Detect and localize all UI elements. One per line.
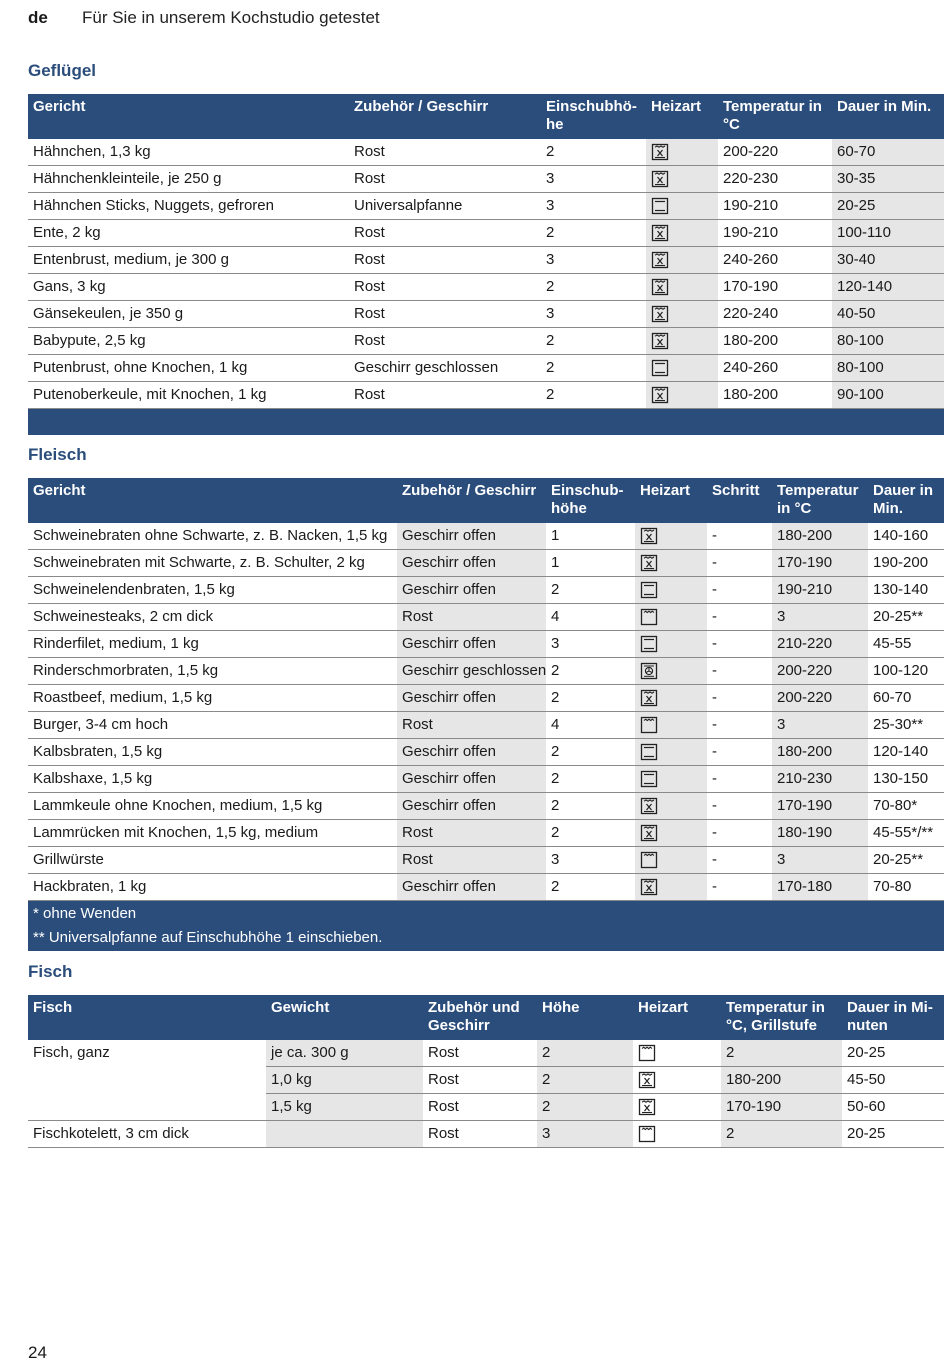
column-header: Temperatur in °C <box>772 479 868 523</box>
temperature-cell: 3 <box>772 604 868 631</box>
temperature-cell: 200-220 <box>772 658 868 685</box>
table-row <box>28 1121 944 1148</box>
temperature-cell: 2 <box>721 1121 842 1148</box>
column-header: Höhe <box>537 996 633 1040</box>
temperature-cell: 180-200 <box>718 328 832 355</box>
heating-mode-cell <box>646 382 718 409</box>
heating-mode-cell <box>646 274 718 301</box>
fish-cell <box>28 1094 266 1121</box>
level-cell: 2 <box>541 382 646 409</box>
dish-cell: Schweinesteaks, 2 cm dick <box>28 604 397 631</box>
dish-cell: Putenoberkeule, mit Knochen, 1 kg <box>28 382 349 409</box>
duration-cell: 100-110 <box>832 220 944 247</box>
duration-cell: 130-150 <box>868 766 944 793</box>
table-row <box>28 1094 944 1121</box>
column-header: Gewicht <box>266 996 423 1040</box>
dish-cell: Gans, 3 kg <box>28 274 349 301</box>
duration-cell: 40-50 <box>832 301 944 328</box>
heating-mode-cell <box>635 604 707 631</box>
temperature-cell: 190-210 <box>718 220 832 247</box>
dish-cell: Burger, 3-4 cm hoch <box>28 712 397 739</box>
dish-cell: Hähnchen, 1,3 kg <box>28 139 349 166</box>
fish-table <box>28 995 944 1148</box>
duration-cell: 80-100 <box>832 328 944 355</box>
meat-table-footnotes <box>28 901 944 951</box>
level-cell: 2 <box>546 739 635 766</box>
accessory-cell: Rost <box>397 847 546 874</box>
heating-mode-cell <box>646 301 718 328</box>
temperature-cell: 3 <box>772 847 868 874</box>
step-cell: - <box>707 793 772 820</box>
level-cell: 3 <box>546 631 635 658</box>
duration-cell: 20-25** <box>868 847 944 874</box>
column-header: Dauer in Min. <box>868 479 944 523</box>
duration-cell: 20-25 <box>842 1040 944 1067</box>
section-title-poultry: Geflügel <box>28 61 97 80</box>
weight-cell: 1,5 kg <box>266 1094 423 1121</box>
accessory-cell: Geschirr offen <box>397 793 546 820</box>
temperature-cell: 180-200 <box>772 523 868 550</box>
dish-cell: Schweinelendenbraten, 1,5 kg <box>28 577 397 604</box>
table-row <box>28 631 944 658</box>
fan-grill-icon <box>651 305 669 323</box>
level-cell: 1 <box>546 523 635 550</box>
accessory-cell: Rost <box>349 274 541 301</box>
grill-icon <box>640 608 658 626</box>
poultry-table-footer <box>28 409 944 435</box>
language-code: de <box>28 8 48 27</box>
temperature-cell: 180-200 <box>718 382 832 409</box>
accessory-cell: Rost <box>423 1121 537 1148</box>
footnote: ** Universalpfanne auf Einschubhöhe 1 einschieben. <box>33 928 383 946</box>
column-header: Schritt <box>707 479 772 523</box>
accessory-cell: Geschirr offen <box>397 766 546 793</box>
accessory-cell: Rost <box>397 712 546 739</box>
fan-grill-icon <box>640 554 658 572</box>
level-cell: 3 <box>541 166 646 193</box>
step-cell: - <box>707 577 772 604</box>
column-header: Fisch <box>28 996 266 1040</box>
accessory-cell: Rost <box>349 247 541 274</box>
table-row <box>28 247 944 274</box>
table-row <box>28 604 944 631</box>
level-cell: 2 <box>546 658 635 685</box>
level-cell: 3 <box>541 193 646 220</box>
duration-cell: 30-40 <box>832 247 944 274</box>
weight-cell: je ca. 300 g <box>266 1040 423 1067</box>
duration-cell: 60-70 <box>832 139 944 166</box>
duration-cell: 120-140 <box>868 739 944 766</box>
accessory-cell: Geschirr offen <box>397 631 546 658</box>
column-header: Zubehör / Geschirr <box>349 95 541 139</box>
dish-cell: Gänsekeulen, je 350 g <box>28 301 349 328</box>
dish-cell: Hähnchenkleinteile, je 250 g <box>28 166 349 193</box>
column-header: Heizart <box>646 95 718 139</box>
duration-cell: 20-25 <box>832 193 944 220</box>
step-cell: - <box>707 820 772 847</box>
level-cell: 2 <box>537 1067 633 1094</box>
temperature-cell: 190-210 <box>718 193 832 220</box>
accessory-cell: Rost <box>349 220 541 247</box>
temperature-cell: 240-260 <box>718 355 832 382</box>
fan-grill-icon <box>640 824 658 842</box>
poultry-table-header <box>28 95 944 139</box>
temperature-cell: 180-200 <box>772 739 868 766</box>
level-cell: 2 <box>546 577 635 604</box>
table-row <box>28 739 944 766</box>
temperature-cell: 180-200 <box>721 1067 842 1094</box>
accessory-cell: Rost <box>349 166 541 193</box>
grill-icon <box>640 851 658 869</box>
level-cell: 2 <box>537 1094 633 1121</box>
accessory-cell: Rost <box>349 382 541 409</box>
level-cell: 2 <box>546 685 635 712</box>
fish-cell: Fischkotelett, 3 cm dick <box>28 1121 266 1148</box>
fan-grill-icon <box>651 251 669 269</box>
heating-mode-cell <box>635 523 707 550</box>
accessory-cell: Universalpfanne <box>349 193 541 220</box>
heating-mode-cell <box>635 793 707 820</box>
accessory-cell: Geschirr geschlossen <box>397 658 546 685</box>
dish-cell: Kalbsbraten, 1,5 kg <box>28 739 397 766</box>
fan-grill-icon <box>651 224 669 242</box>
heating-mode-cell <box>635 766 707 793</box>
temperature-cell: 210-220 <box>772 631 868 658</box>
table-row <box>28 766 944 793</box>
temperature-cell: 170-190 <box>721 1094 842 1121</box>
weight-cell: 1,0 kg <box>266 1067 423 1094</box>
fan-grill-icon <box>651 170 669 188</box>
temperature-cell: 240-260 <box>718 247 832 274</box>
duration-cell: 130-140 <box>868 577 944 604</box>
table-row <box>28 658 944 685</box>
table-row <box>28 577 944 604</box>
column-header: Gericht <box>28 95 349 139</box>
duration-cell: 140-160 <box>868 523 944 550</box>
temperature-cell: 200-220 <box>718 139 832 166</box>
chapter-title: Für Sie in unserem Kochstudio getestet <box>82 8 380 27</box>
table-row <box>28 382 944 409</box>
column-header: Gericht <box>28 479 397 523</box>
grill-icon <box>638 1125 656 1143</box>
heating-mode-cell <box>635 820 707 847</box>
duration-cell: 45-55 <box>868 631 944 658</box>
dish-cell: Rinderfilet, medium, 1 kg <box>28 631 397 658</box>
hot-air-icon <box>640 662 658 680</box>
table-row <box>28 820 944 847</box>
heating-mode-cell <box>646 247 718 274</box>
table-row <box>28 301 944 328</box>
heating-mode-cell <box>646 220 718 247</box>
meat-table <box>28 478 944 951</box>
level-cell: 2 <box>541 328 646 355</box>
dish-cell: Grillwürste <box>28 847 397 874</box>
fan-grill-icon <box>651 332 669 350</box>
duration-cell: 90-100 <box>832 382 944 409</box>
footnote: * ohne Wenden <box>33 904 137 922</box>
step-cell: - <box>707 523 772 550</box>
level-cell: 1 <box>546 550 635 577</box>
column-header: Heizart <box>635 479 707 523</box>
table-row <box>28 139 944 166</box>
heating-mode-cell <box>635 874 707 901</box>
heating-mode-cell <box>635 685 707 712</box>
heating-mode-cell <box>635 712 707 739</box>
step-cell: - <box>707 712 772 739</box>
temperature-cell: 170-190 <box>772 550 868 577</box>
table-row <box>28 685 944 712</box>
dish-cell: Lammkeule ohne Knochen, medium, 1,5 kg <box>28 793 397 820</box>
step-cell: - <box>707 604 772 631</box>
duration-cell: 120-140 <box>832 274 944 301</box>
page-number: 24 <box>28 1343 47 1362</box>
heating-mode-cell <box>646 355 718 382</box>
dish-cell: Roastbeef, medium, 1,5 kg <box>28 685 397 712</box>
fish-table-header <box>28 996 944 1040</box>
table-row <box>28 874 944 901</box>
table-row <box>28 1040 944 1067</box>
table-row <box>28 793 944 820</box>
dish-cell: Hackbraten, 1 kg <box>28 874 397 901</box>
heating-mode-cell <box>646 328 718 355</box>
heating-mode-cell <box>635 631 707 658</box>
table-row <box>28 193 944 220</box>
dish-cell: Ente, 2 kg <box>28 220 349 247</box>
step-cell: - <box>707 766 772 793</box>
accessory-cell: Rost <box>349 301 541 328</box>
level-cell: 2 <box>537 1040 633 1067</box>
page-header <box>28 8 380 28</box>
table-row <box>28 220 944 247</box>
temperature-cell: 220-240 <box>718 301 832 328</box>
heating-mode-cell <box>635 658 707 685</box>
heating-mode-cell <box>635 550 707 577</box>
step-cell: - <box>707 874 772 901</box>
fan-grill-icon <box>651 386 669 404</box>
grill-icon <box>640 716 658 734</box>
dish-cell: Entenbrust, medium, je 300 g <box>28 247 349 274</box>
column-header: Zubehör und Geschirr <box>423 996 537 1040</box>
accessory-cell: Rost <box>423 1094 537 1121</box>
fan-grill-icon <box>638 1098 656 1116</box>
step-cell: - <box>707 847 772 874</box>
duration-cell: 45-55*/** <box>868 820 944 847</box>
accessory-cell: Geschirr offen <box>397 577 546 604</box>
accessory-cell: Geschirr offen <box>397 739 546 766</box>
level-cell: 4 <box>546 712 635 739</box>
level-cell: 4 <box>546 604 635 631</box>
accessory-cell: Rost <box>397 604 546 631</box>
accessory-cell: Geschirr geschlossen <box>349 355 541 382</box>
temperature-cell: 180-190 <box>772 820 868 847</box>
accessory-cell: Rost <box>349 328 541 355</box>
duration-cell: 20-25 <box>842 1121 944 1148</box>
top-bottom-heat-icon <box>640 635 658 653</box>
heating-mode-cell <box>633 1121 721 1148</box>
table-row <box>28 550 944 577</box>
column-header: Dauer in Min. <box>832 95 944 139</box>
temperature-cell: 3 <box>772 712 868 739</box>
step-cell: - <box>707 658 772 685</box>
dish-cell: Schweinebraten mit Schwarte, z. B. Schulter, 2 kg <box>28 550 397 577</box>
section-title-meat: Fleisch <box>28 445 87 464</box>
level-cell: 2 <box>541 355 646 382</box>
level-cell: 2 <box>546 766 635 793</box>
fish-cell: Fisch, ganz <box>33 1044 110 1061</box>
accessory-cell: Rost <box>423 1040 537 1067</box>
dish-cell: Schweinebraten ohne Schwarte, z. B. Nacken, 1,5 kg <box>28 523 397 550</box>
temperature-cell: 220-230 <box>718 166 832 193</box>
table-row <box>28 523 944 550</box>
fan-grill-icon <box>638 1071 656 1089</box>
temperature-cell: 200-220 <box>772 685 868 712</box>
duration-cell: 45-50 <box>842 1067 944 1094</box>
duration-cell: 25-30** <box>868 712 944 739</box>
top-bottom-heat-icon <box>640 770 658 788</box>
table-row <box>28 166 944 193</box>
step-cell: - <box>707 631 772 658</box>
column-header: Einschubhö-he <box>541 95 646 139</box>
meat-table-header <box>28 479 944 523</box>
table-row <box>28 712 944 739</box>
level-cell: 2 <box>541 274 646 301</box>
heating-mode-cell <box>646 193 718 220</box>
temperature-cell: 170-190 <box>718 274 832 301</box>
grill-icon <box>638 1044 656 1062</box>
fan-grill-icon <box>651 143 669 161</box>
temperature-cell: 170-180 <box>772 874 868 901</box>
accessory-cell: Geschirr offen <box>397 523 546 550</box>
weight-cell <box>266 1121 423 1148</box>
duration-cell: 80-100 <box>832 355 944 382</box>
accessory-cell: Geschirr offen <box>397 685 546 712</box>
duration-cell: 100-120 <box>868 658 944 685</box>
section-title-fish: Fisch <box>28 962 73 981</box>
top-bottom-heat-icon <box>640 581 658 599</box>
column-header: Temperatur in °C <box>718 95 832 139</box>
temperature-cell: 2 <box>721 1040 842 1067</box>
duration-cell: 20-25** <box>868 604 944 631</box>
temperature-cell: 190-210 <box>772 577 868 604</box>
step-cell: - <box>707 685 772 712</box>
top-bottom-heat-icon <box>640 743 658 761</box>
fan-grill-icon <box>640 797 658 815</box>
level-cell: 2 <box>546 874 635 901</box>
heating-mode-cell <box>633 1094 721 1121</box>
table-row <box>28 1067 944 1094</box>
duration-cell: 70-80* <box>868 793 944 820</box>
dish-cell: Babypute, 2,5 kg <box>28 328 349 355</box>
accessory-cell: Geschirr offen <box>397 874 546 901</box>
table-row <box>28 847 944 874</box>
level-cell: 3 <box>541 301 646 328</box>
step-cell: - <box>707 739 772 766</box>
duration-cell: 70-80 <box>868 874 944 901</box>
top-bottom-heat-icon <box>651 359 669 377</box>
table-row <box>28 328 944 355</box>
column-header: Dauer in Mi-nuten <box>842 996 944 1040</box>
fan-grill-icon <box>640 527 658 545</box>
dish-cell: Rinderschmorbraten, 1,5 kg <box>28 658 397 685</box>
dish-cell: Putenbrust, ohne Knochen, 1 kg <box>28 355 349 382</box>
heating-mode-cell <box>646 166 718 193</box>
heating-mode-cell <box>635 577 707 604</box>
dish-cell: Hähnchen Sticks, Nuggets, gefroren <box>28 193 349 220</box>
level-cell: 3 <box>546 847 635 874</box>
level-cell: 3 <box>541 247 646 274</box>
fan-grill-icon <box>640 689 658 707</box>
heating-mode-cell <box>646 139 718 166</box>
duration-cell: 30-35 <box>832 166 944 193</box>
table-row <box>28 274 944 301</box>
column-header: Heizart <box>633 996 721 1040</box>
column-header: Temperatur in °C, Grillstufe <box>721 996 842 1040</box>
level-cell: 3 <box>537 1121 633 1148</box>
duration-cell: 190-200 <box>868 550 944 577</box>
temperature-cell: 210-230 <box>772 766 868 793</box>
accessory-cell: Rost <box>423 1067 537 1094</box>
column-header: Einschub-höhe <box>546 479 635 523</box>
fan-grill-icon <box>640 878 658 896</box>
accessory-cell: Rost <box>397 820 546 847</box>
duration-cell: 50-60 <box>842 1094 944 1121</box>
temperature-cell: 170-190 <box>772 793 868 820</box>
accessory-cell: Rost <box>349 139 541 166</box>
fan-grill-icon <box>651 278 669 296</box>
heating-mode-cell <box>633 1040 721 1067</box>
dish-cell: Lammrücken mit Knochen, 1,5 kg, medium <box>28 820 397 847</box>
heating-mode-cell <box>635 847 707 874</box>
accessory-cell: Geschirr offen <box>397 550 546 577</box>
step-cell: - <box>707 550 772 577</box>
heating-mode-cell <box>635 739 707 766</box>
level-cell: 2 <box>541 139 646 166</box>
top-bottom-heat-icon <box>651 197 669 215</box>
table-row <box>28 355 944 382</box>
column-header: Zubehör / Geschirr <box>397 479 546 523</box>
level-cell: 2 <box>546 793 635 820</box>
heating-mode-cell <box>633 1067 721 1094</box>
dish-cell: Kalbshaxe, 1,5 kg <box>28 766 397 793</box>
level-cell: 2 <box>541 220 646 247</box>
duration-cell: 60-70 <box>868 685 944 712</box>
level-cell: 2 <box>546 820 635 847</box>
fish-cell <box>28 1067 266 1094</box>
poultry-table <box>28 94 944 435</box>
